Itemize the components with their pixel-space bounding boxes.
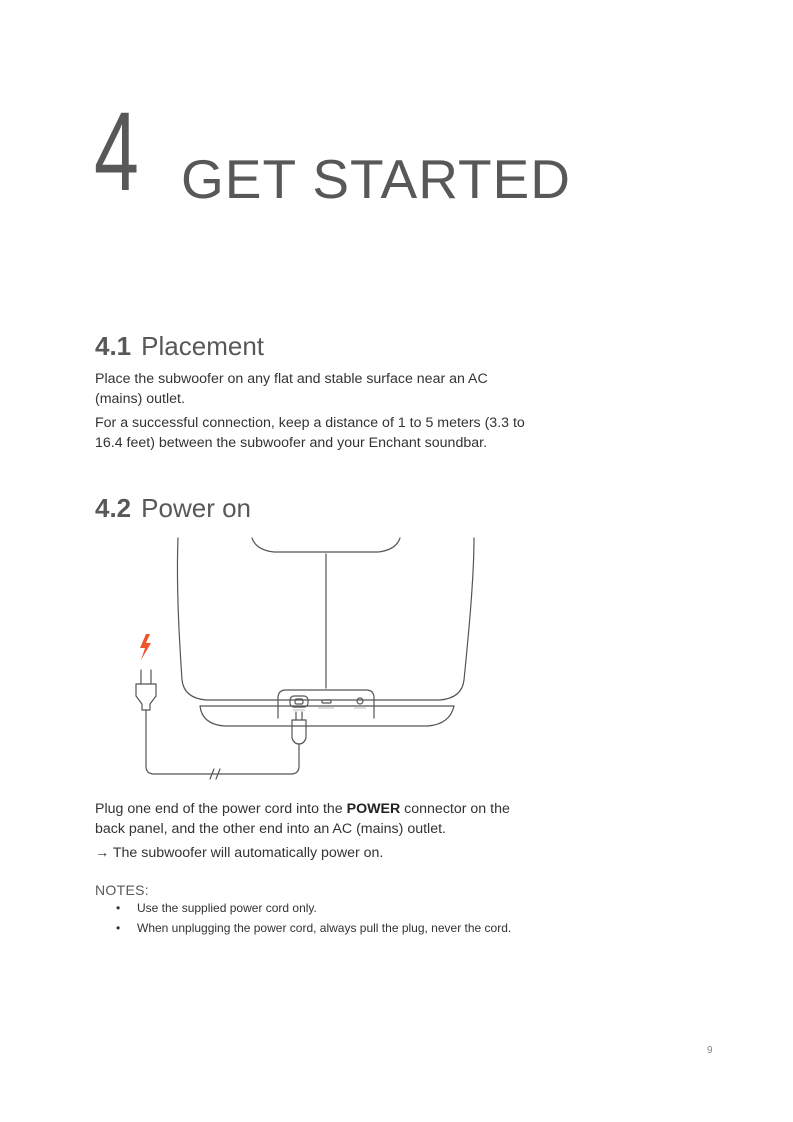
service-port bbox=[322, 700, 331, 703]
section-heading-power-on bbox=[95, 495, 251, 521]
wall-plug bbox=[136, 684, 156, 710]
subwoofer-base bbox=[200, 706, 454, 726]
power-connection-illustration bbox=[110, 530, 490, 782]
chapter-title: GET STARTED bbox=[181, 148, 571, 210]
note-text: Use the supplied power cord only. bbox=[137, 901, 317, 915]
page-number: 9 bbox=[707, 1045, 713, 1056]
lightning-icon bbox=[140, 634, 151, 660]
power-connector-label: POWER bbox=[346, 801, 401, 817]
section-title: Placement bbox=[141, 331, 264, 361]
connect-button bbox=[357, 698, 363, 704]
bullet-icon: • bbox=[116, 901, 121, 915]
note-item bbox=[112, 919, 532, 939]
section-heading-placement bbox=[95, 333, 264, 359]
notes-label: NOTES: bbox=[95, 882, 149, 898]
note-text: When unplugging the power cord, always pull the plug, never the cord. bbox=[137, 920, 512, 935]
section-title: Power on bbox=[141, 493, 251, 523]
bullet-icon: • bbox=[116, 920, 121, 935]
power-on-paragraph bbox=[95, 799, 535, 839]
power-cord bbox=[146, 710, 299, 774]
power-on-text-start: Plug one end of the power cord into the bbox=[95, 801, 347, 817]
power-on-text-end: connector on the back panel, and the other end into an AC (mains) outlet. bbox=[95, 801, 510, 837]
section-number: 4.2 bbox=[95, 493, 132, 523]
notes-list bbox=[112, 899, 532, 938]
section-number: 4.1 bbox=[95, 331, 132, 361]
subwoofer-top-recess bbox=[252, 538, 400, 552]
power-on-result-text: The subwoofer will automatically power on. bbox=[112, 845, 384, 861]
appliance-plug bbox=[292, 720, 306, 744]
arrow-icon: → bbox=[95, 845, 110, 861]
power-on-result bbox=[95, 843, 535, 863]
power-socket bbox=[290, 696, 308, 707]
chapter-number: 4 bbox=[94, 89, 139, 214]
note-item bbox=[112, 899, 532, 919]
placement-paragraph-1: Place the subwoofer on any flat and stable surface near an AC (mains) outlet. bbox=[95, 371, 488, 407]
placement-paragraph-2: For a successful connection, keep a distance of 1 to 5 meters (3.3 to 16.4 feet) between the subwoofer and your Enchant soundbar. bbox=[95, 415, 525, 451]
